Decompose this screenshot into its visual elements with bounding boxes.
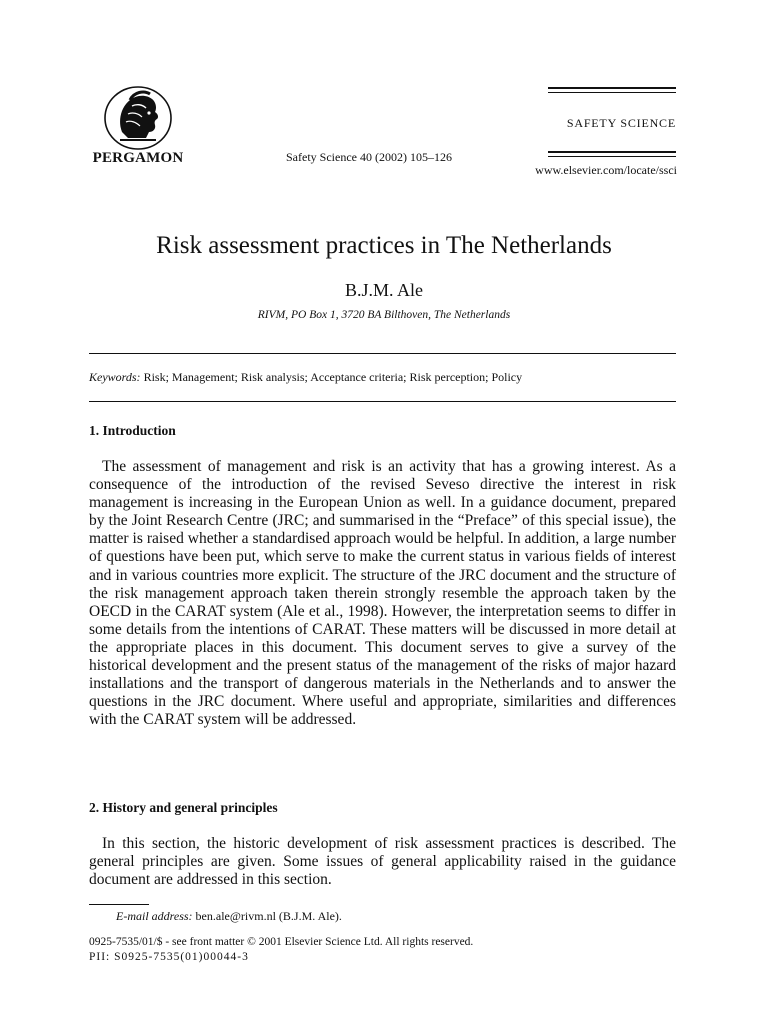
footnote-email [116,909,342,924]
keywords [89,370,522,385]
pii-line: PII: S0925-7535(01)00044-3 [89,951,249,963]
keywords-label: Keywords: [89,370,141,384]
divider [89,353,676,354]
author-affiliation: RIVM, PO Box 1, 3720 BA Bilthoven, The Netherlands [257,309,511,321]
masthead-rule [548,151,676,153]
paragraph: The assessment of management and risk is an activity that has a growing interest. As a consequence of the introduction of the revised Seveso directive the interest in risk management is increasing in the European Union as well. In a guidance document, prepared by the Joint Research Centre (JRC; and summarised in the “Preface” of this special issue), the matter is raised whether a standardised approach would be helpful. In addition, a large number of questions have been put, which serve to make the current status in various fields of interest and in various countries more explicit. The structure of the JRC document and the structure of the risk management approach taken therein strongly resemble the approach taken by the OECD in the CARAT system (Ale et al., 1998). However, the interpretation seems to differ in some details from the intentions of CARAT. These matters will be discussed in more detail at the appropriate places in this document. This document serves to give a survey of the historical development and the present status of the management of the risks of major hazard installations and the transport of dangerous materials in the Netherlands and to answer the questions in the JRC document. Where useful and appropriate, similarities and differences with the CARAT system will be addressed. [89,458,676,729]
section-body [89,458,676,729]
article-author: B.J.M. Ale [344,280,423,300]
email-value[interactable]: ben.ale@rivm.nl (B.J.M. Ale). [192,909,342,923]
masthead-rule [548,156,676,157]
section-heading: 1. Introduction [89,423,176,438]
section-heading: 2. History and general principles [89,800,278,815]
divider [89,401,676,402]
journal-url[interactable]: www.elsevier.com/locate/ssci [535,163,677,177]
journal-name: SAFETY SCIENCE [566,116,676,130]
athena-head-icon [100,82,176,154]
email-label: E-mail address: [116,909,193,923]
publisher-name: PERGAMON [92,150,184,166]
article-title: Risk assessment practices in The Netherlands [156,232,612,259]
masthead-rule [548,92,676,93]
footnote-rule [89,904,149,905]
section-body [89,835,676,889]
copyright-line: 0925-7535/01/$ - see front matter © 2001 Elsevier Science Ltd. All rights reserved. [89,936,474,948]
paragraph: In this section, the historic development of risk assessment practices is described. The general principles are given. Some issues of general applicability raised in the guidance document are addressed in this section. [89,835,676,889]
journal-citation: Safety Science 40 (2002) 105–126 [286,150,452,164]
keywords-list: Risk; Management; Risk analysis; Acceptance criteria; Risk perception; Policy [140,370,523,384]
masthead-rule [548,87,676,89]
